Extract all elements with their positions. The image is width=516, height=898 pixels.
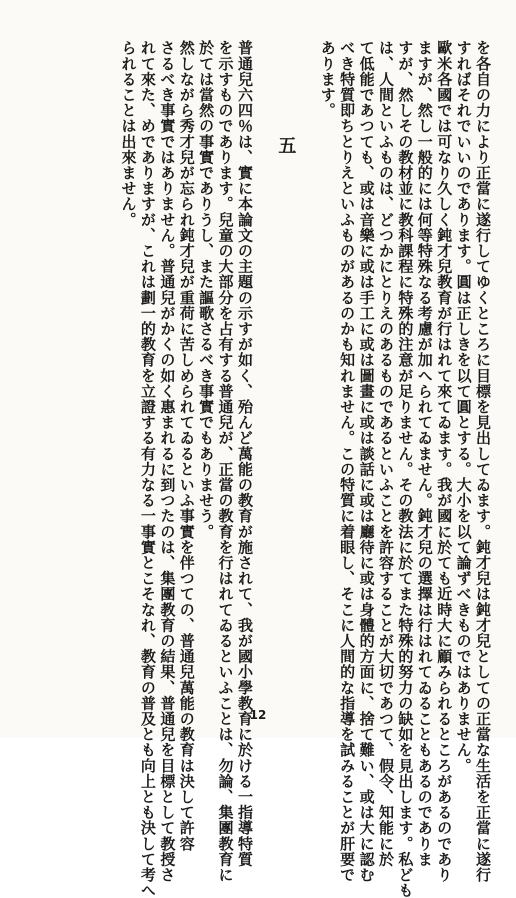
text-column: を示すものであります。兒童の大部分を占有する普通兒が、正當の教育を行はれてゐるといふことは、勿論、集團教育に — [216, 40, 235, 883]
text-column: は、人間といふものは、どつかにとりえのあるものであるといふことを許容することが大切であつて、假令、知能に於 — [376, 40, 395, 867]
text-column: 然しながら秀才兒が忘られ鈍才兒が重荷に苦しめられてゐるといふ事實を伴つての、普通兒萬能の教育は決して許容 — [177, 40, 196, 852]
text-column: 歐米各國では可なり久しく鈍才兒教育が行はれて來てゐます。我が國に於ても近時大に顧みられるところがあるのであり — [435, 40, 454, 883]
text-column: べき特質即ちとりえといふものがあるのかも知れません。この特質に着眼し、そこに人間的な指導を試みることが肝要で — [338, 40, 357, 883]
text-column: 於ては當然の事實でありうし、また謳歌さるべき事實でもありませう。 — [197, 40, 216, 540]
page-number: 12 — [249, 708, 267, 722]
text-column: を各自の力により正當に遂行してゆくところに目標を見出してゐます。鈍才兒は鈍才兒としての正當な生活を正當に遂行 — [474, 40, 492, 883]
text-column: れて來た、めでありますが、これは劃一的教育を立證する有力なる一事實とこそなれ、教育の普及とも向上とも決して考へ — [138, 40, 157, 898]
text-column: ますが、然し一般的には何等特殊なる考慮が加へられてゐません。鈍才兒の選擇は行はれてゐることもあるのでありま — [415, 40, 434, 867]
text-column: すればそれでいいのであります。圓は正しきを以て圓とする。大小を以て論ずべきものではありません。 — [454, 40, 473, 774]
text-column: られることは出來ません。 — [119, 40, 138, 228]
text-column: すが、然しその教材並に教科課程に特殊的注意が足りません。その教法に於てまた特殊的努力の缺如を見出します。私ども — [396, 40, 415, 898]
text-column: て低能であつても、或は音樂に或は手工に或は圖畫に或は談話に或は廳待に或は身體的方面に、捨て難い、或は大に認む — [357, 40, 376, 883]
text-column: さるべき事實ではありません。普通兒がかくの如く惠まれるに到つたのは、集團教育の結果、普通兒を目標として教授さ — [158, 40, 177, 883]
text-column: あります。 — [318, 40, 337, 118]
section-heading: 五 — [275, 136, 297, 155]
text-column: 普通兒六四％は、實に本論文の主題の示すが如く、殆んど萬能の教育が施されて、我が國小學教育に於ける一指導特質 — [235, 40, 254, 867]
